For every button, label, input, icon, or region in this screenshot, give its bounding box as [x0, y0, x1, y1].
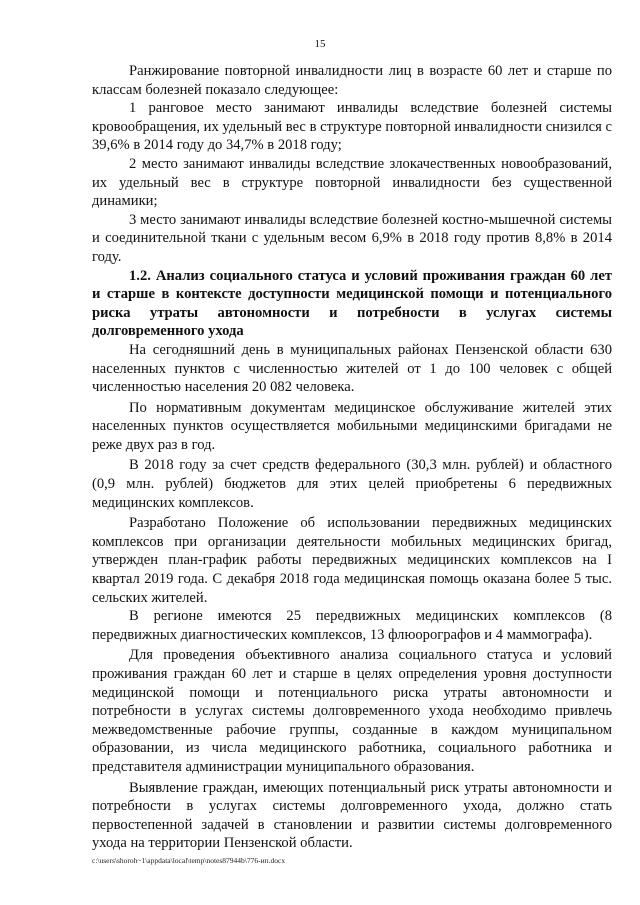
paragraph: 3 место занимают инвалиды вследствие болезней костно-мышечной системы и соединительной ткани с удельным весом 6,9% в 2018 году против 8,8% в 2014 году.: [92, 211, 612, 265]
file-path-footer: c:\users\shoroh~1\appdata\local\temp\notes87944b\776-ип.docx: [92, 856, 286, 865]
paragraph: Ранжирование повторной инвалидности лиц в возрасте 60 лет и старше по классам болезней показало следующее:: [92, 63, 612, 98]
page-number: 15: [314, 38, 326, 50]
paragraph: 1 ранговое место занимают инвалиды вследствие болезней системы кровообращения, их удельный вес в структуре повторной инвалидности снизился с 39,6% в 2014 году до 34,7% в 2018 году;: [92, 100, 612, 154]
document-body: [92, 62, 612, 853]
paragraph: Разработано Положение об использовании передвижных медицинских комплексов при организации деятельности мобильных медицинских бригад, утвержден план-график работы передвижных медицинских комплексов на I квартал 2019 года. С декабря 2018 года медицинская помощь оказана более 5 тыс. сельских жителей.: [92, 515, 612, 606]
paragraph: По нормативным документам медицинское обслуживание жителей этих населенных пунктов осуществляется мобильными медицинскими бригадами не реже двух раз в год.: [92, 399, 612, 453]
paragraph: Для проведения объективного анализа социального статуса и условий проживания граждан 60 лет и старше в целях определения уровня доступности медицинской помощи и потенциального риска утраты автономности и потребности в услугах системы долговременного ухода необходимо привлечь межведомственные рабочие группы, созданные в каждом муниципальном образовании, из числа медицинского работника, социального работника и представителя администрации муниципального образования.: [92, 647, 612, 775]
paragraph: 2 место занимают инвалиды вследствие злокачественных новообразований, их удельный вес в структуре повторной инвалидности без существенной динамики;: [92, 155, 612, 210]
paragraph: Выявление граждан, имеющих потенциальный риск утраты автономности и потребности в услугах системы долговременного ухода, должно стать первостепенной задачей в становлении и развитии системы долговременного ухода на территории Пензенской области.: [92, 779, 612, 852]
paragraph: В регионе имеются 25 передвижных медицинских комплексов (8 передвижных диагностических комплексов, 13 флюорографов и 4 маммографа).: [92, 608, 612, 643]
paragraph: На сегодняшний день в муниципальных районах Пензенской области 630 населенных пунктов с численностью жителей от 1 до 100 человек с общей численностью населения 20 082 человека.: [92, 341, 612, 396]
paragraph: В 2018 году за счет средств федерального (30,3 млн. рублей) и областного (0,9 млн. рублей) бюджетов для этих целей приобретены 6 передвижных медицинских комплексов.: [92, 457, 612, 511]
section-heading: 1.2. Анализ социального статуса и условий проживания граждан 60 лет и старше в контексте доступности медицинской помощи и потенциального риска утраты автономности и потребности в услугах системы долговременного ухода: [92, 267, 612, 340]
